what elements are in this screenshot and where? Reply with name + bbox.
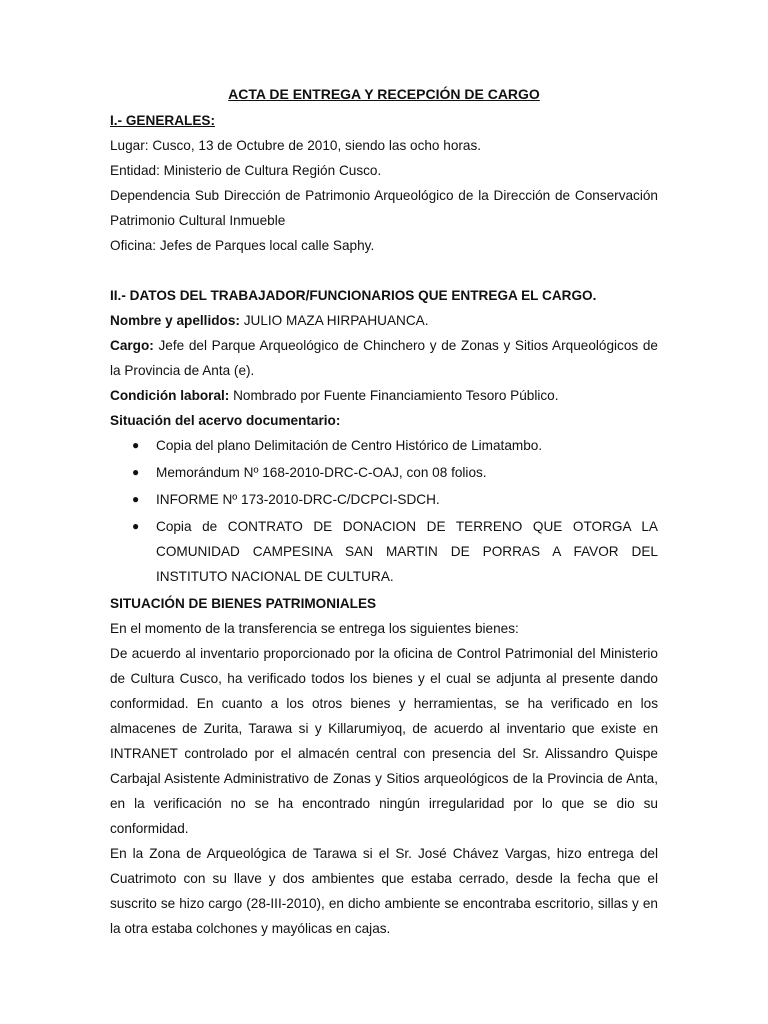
bullet-icon: ● xyxy=(132,519,140,533)
bullet-icon: ● xyxy=(132,465,140,479)
situacion-label: Situación del acervo documentario: xyxy=(110,413,341,428)
list-item-text: INFORME Nº 173-2010-DRC-C/DCPCI-SDCH. xyxy=(156,492,440,507)
entidad-line: Entidad: Ministerio de Cultura Región Cusco. xyxy=(110,163,382,178)
dependencia-line: Dependencia Sub Dirección de Patrimonio Arqueológico de la Dirección de Conservación Patrimonio Cultural Inmueble xyxy=(110,188,658,228)
document-list xyxy=(110,433,658,589)
list-item xyxy=(132,460,658,485)
condicion-label: Condición laboral: xyxy=(110,388,230,403)
cargo-label: Cargo: xyxy=(110,338,154,353)
lugar-line: Lugar: Cusco, 13 de Octubre de 2010, siendo las ocho horas. xyxy=(110,138,482,153)
nombre-value: JULIO MAZA HIRPAHUANCA. xyxy=(239,313,429,328)
spacer xyxy=(110,258,658,283)
section-datos-heading: II.- DATOS DEL TRABAJADOR/FUNCIONARIOS QUE ENTREGA EL CARGO. xyxy=(110,288,597,303)
bienes-paragraph-tarawa: En la Zona de Arqueológica de Tarawa si el Sr. José Chávez Vargas, hizo entrega del Cuatrimoto con su llave y dos ambientes que estaba cerrado, desde la fecha que el suscrito se hizo cargo (28-III-2010), en dicho ambiente se encontraba escritorio, sillas y en la otra estaba colchones y mayólicas en cajas. xyxy=(110,846,658,936)
nombre-label: Nombre y apellidos: xyxy=(110,313,240,328)
nombre-line xyxy=(110,308,658,333)
list-item-text: Copia del plano Delimitación de Centro Histórico de Limatambo. xyxy=(156,438,543,453)
list-item xyxy=(132,487,658,512)
cargo-line xyxy=(110,333,658,383)
section-generales-heading: I.- GENERALES: xyxy=(110,113,215,128)
document-title: ACTA DE ENTREGA Y RECEPCIÓN DE CARGO xyxy=(228,86,540,102)
section-bienes-heading: SITUACIÓN DE BIENES PATRIMONIALES xyxy=(110,596,377,611)
condicion-line xyxy=(110,383,658,408)
list-item xyxy=(132,514,658,589)
oficina-line: Oficina: Jefes de Parques local calle Saphy. xyxy=(110,238,375,253)
cargo-value: Jefe del Parque Arqueológico de Chinchero y de Zonas y Sitios Arqueológicos de la Provincia de Anta (e). xyxy=(110,338,658,378)
list-item-text: Memorándum Nº 168-2010-DRC-C-OAJ, con 08 folios. xyxy=(156,465,487,480)
condicion-value: Nombrado por Fuente Financiamiento Tesoro Público. xyxy=(229,388,559,403)
list-item-text: Copia de CONTRATO DE DONACION DE TERRENO QUE OTORGA LA COMUNIDAD CAMPESINA SAN MARTIN DE PORRAS A FAVOR DEL INSTITUTO NACIONAL DE CULTURA. xyxy=(156,519,658,584)
list-item xyxy=(132,433,658,458)
bullet-icon: ● xyxy=(132,492,140,506)
bullet-icon: ● xyxy=(132,438,140,452)
bienes-paragraph-inventario: De acuerdo al inventario proporcionado por la oficina de Control Patrimonial del Ministerio de Cultura Cusco, ha verificado todos los bienes y el cual se adjunta al presente dando conformidad. En cuanto a los otros bienes y herramientas, se ha verificado en los almacenes de Zurita, Tarawa si y Killarumiyoq, de acuerdo al inventario que existe en INTRANET controlado por el almacén central con presencia del Sr. Alissandro Quispe Carbajal Asistente Administrativo de Zonas y Sitios arqueológicos de la Provincia de Anta, en la verificación no se ha encontrado ningún irregularidad por lo que se dio su conformidad. xyxy=(110,646,658,836)
bienes-intro: En el momento de la transferencia se entrega los siguientes bienes: xyxy=(110,621,519,636)
